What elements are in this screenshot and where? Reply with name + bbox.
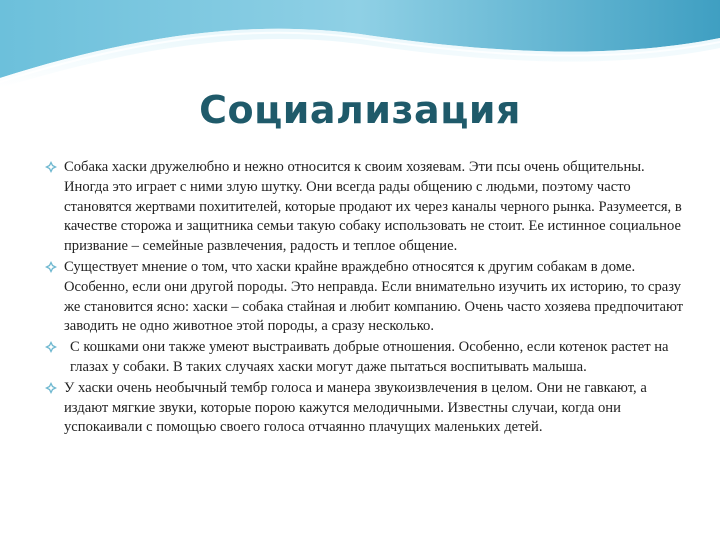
bullet-item xyxy=(44,338,684,378)
diamond-bullet-icon xyxy=(44,260,58,274)
bullet-text: Существует мнение о том, что хаски крайне враждебно относятся к другим собакам в доме. Особенно, если они другой породы. Это неправда. Если внимательно изучить их историю, то сразу же становится ясно: хаски – собака стайная и любит компанию. Очень часто хозяева предпочитают заводить не одно животное этой породы, а сразу несколько. xyxy=(64,258,684,335)
diamond-bullet-icon xyxy=(44,340,58,354)
slide-title: Социализация xyxy=(199,88,521,132)
diamond-bullet-icon xyxy=(44,160,58,174)
bullet-text: С кошками они также умеют выстраивать добрые отношения. Особенно, если котенок растет на глазах у собаки. В таких случаях хаски могут даже пытаться воспитывать малыша. xyxy=(70,339,669,375)
bullet-list xyxy=(44,158,684,439)
diamond-bullet-icon xyxy=(44,381,58,395)
bullet-item xyxy=(44,379,684,438)
bullet-text: У хаски очень необычный тембр голоса и манера звукоизвлечения в целом. Они не гавкают, а издают мягкие звуки, которые порою кажутся мелодичными. Известны случаи, когда они успокаивали с помощью своего голоса отчаянно плачущих маленьких детей. xyxy=(64,379,647,436)
header-wave-decoration xyxy=(0,0,720,90)
bullet-text: Собака хаски дружелюбно и нежно относится к своим хозяевам. Эти псы очень общительны. Иногда это играет с ними злую шутку. Они всегда рады общению с людьми, поэтому часто становятся жертвами похитителей, которые продают их через каналы черного рынка. Разумеется, в качестве сторожа и защитника семьи такую собаку использовать не стоит. Ее истинное социальное призвание – семейные развлечения, радость и теплое общение. xyxy=(64,159,682,255)
bullet-item xyxy=(44,158,684,257)
bullet-item xyxy=(44,258,684,337)
